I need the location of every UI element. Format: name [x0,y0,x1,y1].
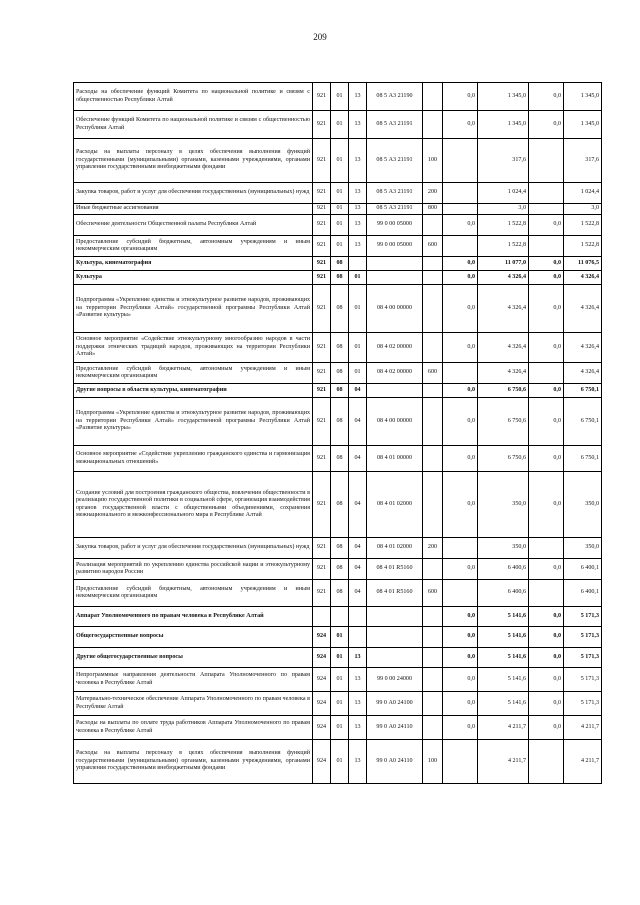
amount-1-cell: 0,0 [443,446,478,472]
podrazdel-cell: 01 [349,363,367,384]
amount-4-cell: 11 076,5 [564,257,602,271]
amount-4-cell: 5 171,3 [564,648,602,668]
ved-cell: 921 [313,204,331,215]
table-row [74,204,602,215]
amount-4-cell: 5 171,3 [564,668,602,692]
amount-3-cell [529,740,564,784]
target-article-cell: 99 0 00 05000 [367,236,423,257]
podrazdel-cell: 01 [349,271,367,285]
table-row [74,183,602,204]
amount-4-cell: 350,0 [564,472,602,538]
amount-2-cell: 6 750,6 [478,398,529,446]
ved-cell: 921 [313,384,331,398]
target-article-cell: 08 4 00 00000 [367,285,423,333]
table-row [74,271,602,285]
amount-2-cell: 1 345,0 [478,83,529,111]
amount-2-cell: 350,0 [478,538,529,559]
target-article-cell: 08 5 А3 21191 [367,139,423,183]
amount-3-cell: 0,0 [529,111,564,139]
row-name-cell: Реализация мероприятий по укреплению единства российской нации и этнокультурному развитию народов России [74,559,313,580]
amount-3-cell: 0,0 [529,271,564,285]
podrazdel-cell: 13 [349,111,367,139]
table-row [74,398,602,446]
razdel-cell: 08 [331,580,349,607]
razdel-cell: 08 [331,257,349,271]
amount-1-cell [443,580,478,607]
ved-cell: 921 [313,183,331,204]
amount-2-cell: 4 326,4 [478,271,529,285]
amount-3-cell: 0,0 [529,446,564,472]
amount-3-cell: 0,0 [529,398,564,446]
row-name-cell: Иные бюджетные ассигнования [74,204,313,215]
amount-1-cell: 0,0 [443,83,478,111]
podrazdel-cell: 01 [349,333,367,363]
razdel-cell: 08 [331,446,349,472]
amount-3-cell: 0,0 [529,472,564,538]
ved-cell: 921 [313,580,331,607]
expense-type-cell [423,648,443,668]
amount-4-cell: 1 522,8 [564,236,602,257]
row-name-cell: Расходы на выплаты по оплате труда работников Аппарата Уполномоченного по правам человека в Республике Алтай [74,716,313,740]
amount-4-cell: 6 750,1 [564,446,602,472]
amount-1-cell: 0,0 [443,257,478,271]
podrazdel-cell: 13 [349,139,367,183]
amount-1-cell: 0,0 [443,111,478,139]
razdel-cell: 01 [331,740,349,784]
table-row [74,692,602,716]
amount-1-cell [443,363,478,384]
razdel-cell: 08 [331,333,349,363]
amount-3-cell: 0,0 [529,716,564,740]
amount-3-cell: 0,0 [529,627,564,648]
row-name-cell: Расходы на обеспечение функций Комитета по национальной политике и связям с общественностью Республики Алтай [74,83,313,111]
table-row [74,538,602,559]
ved-cell: 921 [313,472,331,538]
amount-1-cell: 0,0 [443,398,478,446]
row-name-cell: Подпрограмма «Укрепление единства и этнокультурное развитие народов, проживающих на территории Республики Алтай» государственной программы Республики Алтай «Развитие культуры» [74,285,313,333]
razdel-cell: 01 [331,716,349,740]
razdel-cell: 01 [331,692,349,716]
amount-4-cell: 6 400,1 [564,559,602,580]
amount-1-cell [443,236,478,257]
ved-cell: 921 [313,538,331,559]
table-row [74,668,602,692]
amount-2-cell: 6 400,6 [478,559,529,580]
amount-4-cell: 4 211,7 [564,716,602,740]
amount-4-cell: 4 326,4 [564,271,602,285]
amount-2-cell: 1 522,8 [478,215,529,236]
ved-cell: 921 [313,257,331,271]
ved-cell: 921 [313,285,331,333]
ved-cell: 921 [313,446,331,472]
amount-2-cell: 1 024,4 [478,183,529,204]
amount-1-cell [443,740,478,784]
ved-cell: 921 [313,111,331,139]
amount-4-cell: 1 522,8 [564,215,602,236]
expense-type-cell [423,271,443,285]
target-article-cell [367,648,423,668]
expense-type-cell: 600 [423,236,443,257]
target-article-cell: 99 0 00 05000 [367,215,423,236]
amount-3-cell: 0,0 [529,333,564,363]
row-name-cell: Обеспечение функций Комитета по национальной политике и связям с общественностью Республики Алтай [74,111,313,139]
amount-4-cell: 350,0 [564,538,602,559]
expense-type-cell [423,692,443,716]
razdel-cell: 01 [331,139,349,183]
amount-3-cell [529,204,564,215]
ved-cell: 921 [313,363,331,384]
ved-cell [313,607,331,627]
amount-4-cell: 5 171,3 [564,627,602,648]
expense-type-cell: 800 [423,204,443,215]
podrazdel-cell: 04 [349,559,367,580]
razdel-cell: 08 [331,559,349,580]
ved-cell: 921 [313,398,331,446]
target-article-cell: 08 4 01 02000 [367,472,423,538]
amount-4-cell: 5 171,3 [564,692,602,716]
podrazdel-cell: 04 [349,398,367,446]
amount-2-cell: 4 326,4 [478,333,529,363]
target-article-cell [367,607,423,627]
table-row [74,627,602,648]
ved-cell: 921 [313,559,331,580]
table-row [74,446,602,472]
expense-type-cell [423,285,443,333]
razdel-cell: 01 [331,83,349,111]
razdel-cell: 01 [331,668,349,692]
table-row [74,111,602,139]
table-body [74,83,602,784]
amount-1-cell: 0,0 [443,668,478,692]
target-article-cell: 99 0 А0 24100 [367,692,423,716]
podrazdel-cell [349,257,367,271]
amount-1-cell: 0,0 [443,384,478,398]
row-name-cell: Расходы на выплаты персоналу в целях обеспечения выполнения функций государственными (муниципальными) органами, казенными учреждениями, органами управления государственными внебюджетными фондами [74,139,313,183]
target-article-cell: 99 0 00 24000 [367,668,423,692]
amount-4-cell: 1 345,0 [564,83,602,111]
amount-1-cell: 0,0 [443,607,478,627]
amount-4-cell: 6 750,1 [564,384,602,398]
row-name-cell: Подпрограмма «Укрепление единства и этнокультурное развитие народов, проживающих на территории Республики Алтай» государственной программы Республики Алтай «Развитие культуры» [74,398,313,446]
razdel-cell: 08 [331,271,349,285]
podrazdel-cell: 13 [349,668,367,692]
podrazdel-cell [349,627,367,648]
amount-2-cell: 11 077,0 [478,257,529,271]
expense-type-cell [423,559,443,580]
row-name-cell: Другие общегосударственные вопросы [74,648,313,668]
expense-type-cell [423,627,443,648]
row-name-cell: Аппарат Уполномоченного по правам человека в Республике Алтай [74,607,313,627]
target-article-cell: 99 0 А0 24110 [367,716,423,740]
row-name-cell: Основное мероприятие «Содействие этнокультурному многообразию народов в части поддержки этнических традиций народов, проживающих на территории Республики Алтай» [74,333,313,363]
ved-cell: 924 [313,716,331,740]
amount-2-cell: 3,0 [478,204,529,215]
amount-1-cell: 0,0 [443,716,478,740]
table-row [74,607,602,627]
target-article-cell: 08 5 А3 21190 [367,83,423,111]
row-name-cell: Общегосударственные вопросы [74,627,313,648]
amount-2-cell: 5 141,6 [478,668,529,692]
podrazdel-cell: 13 [349,648,367,668]
amount-1-cell: 0,0 [443,559,478,580]
target-article-cell: 08 4 02 00000 [367,363,423,384]
table-row [74,716,602,740]
razdel-cell: 08 [331,472,349,538]
amount-2-cell: 1 522,8 [478,236,529,257]
razdel-cell: 08 [331,538,349,559]
amount-3-cell: 0,0 [529,215,564,236]
amount-3-cell [529,363,564,384]
amount-3-cell: 0,0 [529,692,564,716]
row-name-cell: Культура, кинематография [74,257,313,271]
table-row [74,285,602,333]
amount-3-cell: 0,0 [529,285,564,333]
amount-1-cell: 0,0 [443,285,478,333]
amount-2-cell: 317,6 [478,139,529,183]
amount-3-cell: 0,0 [529,83,564,111]
amount-1-cell: 0,0 [443,627,478,648]
amount-1-cell [443,538,478,559]
table-row [74,580,602,607]
table-row [74,363,602,384]
ved-cell: 921 [313,215,331,236]
ved-cell: 921 [313,333,331,363]
target-article-cell: 08 4 00 00000 [367,398,423,446]
amount-1-cell: 0,0 [443,333,478,363]
amount-3-cell: 0,0 [529,384,564,398]
razdel-cell: 01 [331,648,349,668]
amount-3-cell [529,139,564,183]
row-name-cell: Создание условий для построения гражданского общества, вовлечения общественности в реализацию государственной политики в социальной сфере, организация взаимодействия органов государственной власти с общественными объединениями, сохранения межнационального и межконфессионального мира в Республике Алтай [74,472,313,538]
expense-type-cell: 100 [423,740,443,784]
ved-cell: 921 [313,271,331,285]
amount-3-cell: 0,0 [529,668,564,692]
amount-2-cell: 4 326,4 [478,363,529,384]
expense-type-cell [423,384,443,398]
podrazdel-cell: 13 [349,183,367,204]
amount-3-cell: 0,0 [529,607,564,627]
amount-4-cell: 3,0 [564,204,602,215]
table-row [74,215,602,236]
expense-type-cell [423,398,443,446]
target-article-cell: 99 0 А0 24110 [367,740,423,784]
podrazdel-cell: 13 [349,215,367,236]
expense-type-cell [423,111,443,139]
row-name-cell: Предоставление субсидий бюджетным, автономным учреждениям и иным некоммерческим организациям [74,580,313,607]
razdel-cell: 01 [331,204,349,215]
amount-2-cell: 6 750,6 [478,384,529,398]
razdel-cell: 08 [331,398,349,446]
table-row [74,472,602,538]
amount-1-cell [443,139,478,183]
amount-2-cell: 5 141,6 [478,648,529,668]
expense-type-cell: 200 [423,538,443,559]
amount-1-cell [443,183,478,204]
amount-4-cell: 4 326,4 [564,363,602,384]
table-row [74,139,602,183]
razdel-cell: 08 [331,363,349,384]
target-article-cell: 08 5 А3 21191 [367,183,423,204]
razdel-cell [331,607,349,627]
expense-type-cell [423,716,443,740]
page-number: 209 [313,32,327,42]
ved-cell: 924 [313,740,331,784]
podrazdel-cell: 13 [349,692,367,716]
amount-4-cell: 6 750,1 [564,398,602,446]
row-name-cell: Основное мероприятие «Содействие укреплению гражданского единства и гармонизация межнациональных отношений» [74,446,313,472]
target-article-cell: 08 4 01 02000 [367,538,423,559]
expense-type-cell: 100 [423,139,443,183]
expense-type-cell [423,257,443,271]
expense-type-cell: 200 [423,183,443,204]
expense-type-cell [423,446,443,472]
amount-1-cell [443,204,478,215]
podrazdel-cell: 04 [349,446,367,472]
podrazdel-cell: 13 [349,204,367,215]
podrazdel-cell: 13 [349,236,367,257]
amount-2-cell: 5 141,6 [478,692,529,716]
row-name-cell: Другие вопросы в области культуры, кинематографии [74,384,313,398]
table-row [74,257,602,271]
target-article-cell [367,271,423,285]
table-row [74,83,602,111]
ved-cell: 924 [313,668,331,692]
amount-4-cell: 4 211,7 [564,740,602,784]
expense-type-cell: 600 [423,363,443,384]
razdel-cell: 01 [331,236,349,257]
podrazdel-cell: 13 [349,83,367,111]
amount-4-cell: 1 024,4 [564,183,602,204]
amount-3-cell [529,236,564,257]
amount-3-cell: 0,0 [529,257,564,271]
target-article-cell: 08 4 01 R5160 [367,559,423,580]
target-article-cell: 08 5 А3 21191 [367,204,423,215]
amount-2-cell: 4 211,7 [478,716,529,740]
podrazdel-cell: 04 [349,538,367,559]
ved-cell: 921 [313,139,331,183]
amount-1-cell: 0,0 [443,692,478,716]
amount-2-cell: 4 211,7 [478,740,529,784]
ved-cell: 924 [313,648,331,668]
amount-1-cell: 0,0 [443,472,478,538]
table-row [74,648,602,668]
budget-table [73,82,602,784]
amount-3-cell [529,183,564,204]
amount-2-cell: 5 141,6 [478,627,529,648]
podrazdel-cell [349,607,367,627]
expense-type-cell [423,472,443,538]
ved-cell: 924 [313,627,331,648]
amount-3-cell [529,580,564,607]
row-name-cell: Расходы на выплаты персоналу в целях обеспечения выполнения функций государственными (муниципальными) органами, казенными учреждениями, органами управления государственными внебюджетными фондами [74,740,313,784]
razdel-cell: 08 [331,285,349,333]
amount-3-cell: 0,0 [529,648,564,668]
row-name-cell: Обеспечение деятельности Общественной палаты Республики Алтай [74,215,313,236]
row-name-cell: Материально-техническое обеспечение Аппарата Уполномоченного по правам человека в Республике Алтай [74,692,313,716]
amount-4-cell: 1 345,0 [564,111,602,139]
table-row [74,384,602,398]
podrazdel-cell: 01 [349,285,367,333]
podrazdel-cell: 13 [349,740,367,784]
ved-cell: 924 [313,692,331,716]
amount-3-cell: 0,0 [529,559,564,580]
expense-type-cell [423,333,443,363]
target-article-cell: 08 4 01 00000 [367,446,423,472]
target-article-cell [367,384,423,398]
amount-4-cell: 6 400,1 [564,580,602,607]
row-name-cell: Закупка товаров, работ и услуг для обеспечения государственных (муниципальных) нужд [74,183,313,204]
expense-type-cell [423,215,443,236]
table-row [74,559,602,580]
podrazdel-cell: 04 [349,384,367,398]
expense-type-cell: 600 [423,580,443,607]
expense-type-cell [423,607,443,627]
podrazdel-cell: 13 [349,716,367,740]
expense-type-cell [423,668,443,692]
amount-3-cell [529,538,564,559]
amount-2-cell: 6 750,6 [478,446,529,472]
ved-cell: 921 [313,83,331,111]
razdel-cell: 08 [331,384,349,398]
amount-4-cell: 4 326,4 [564,333,602,363]
podrazdel-cell: 04 [349,472,367,538]
target-article-cell: 08 4 01 R5160 [367,580,423,607]
expense-type-cell [423,83,443,111]
row-name-cell: Предоставление субсидий бюджетным, автономным учреждениям и иным некоммерческим организациям [74,236,313,257]
amount-2-cell: 6 400,6 [478,580,529,607]
ved-cell: 921 [313,236,331,257]
amount-1-cell: 0,0 [443,648,478,668]
row-name-cell: Закупка товаров, работ и услуг для обеспечения государственных (муниципальных) нужд [74,538,313,559]
row-name-cell: Культура [74,271,313,285]
row-name-cell: Непрограммные направления деятельности Аппарата Уполномоченного по правам человека в Республике Алтай [74,668,313,692]
amount-4-cell: 4 326,4 [564,285,602,333]
table-row [74,333,602,363]
target-article-cell [367,627,423,648]
target-article-cell: 08 5 А3 21191 [367,111,423,139]
amount-2-cell: 350,0 [478,472,529,538]
razdel-cell: 01 [331,183,349,204]
amount-4-cell: 317,6 [564,139,602,183]
row-name-cell: Предоставление субсидий бюджетным, автономным учреждениям и иным некоммерческим организациям [74,363,313,384]
amount-4-cell: 5 171,3 [564,607,602,627]
target-article-cell: 08 4 02 00000 [367,333,423,363]
razdel-cell: 01 [331,111,349,139]
amount-2-cell: 5 141,6 [478,607,529,627]
podrazdel-cell: 04 [349,580,367,607]
razdel-cell: 01 [331,215,349,236]
amount-1-cell: 0,0 [443,271,478,285]
amount-1-cell: 0,0 [443,215,478,236]
table-row [74,740,602,784]
amount-2-cell: 1 345,0 [478,111,529,139]
target-article-cell [367,257,423,271]
table-row [74,236,602,257]
razdel-cell: 01 [331,627,349,648]
amount-2-cell: 4 326,4 [478,285,529,333]
